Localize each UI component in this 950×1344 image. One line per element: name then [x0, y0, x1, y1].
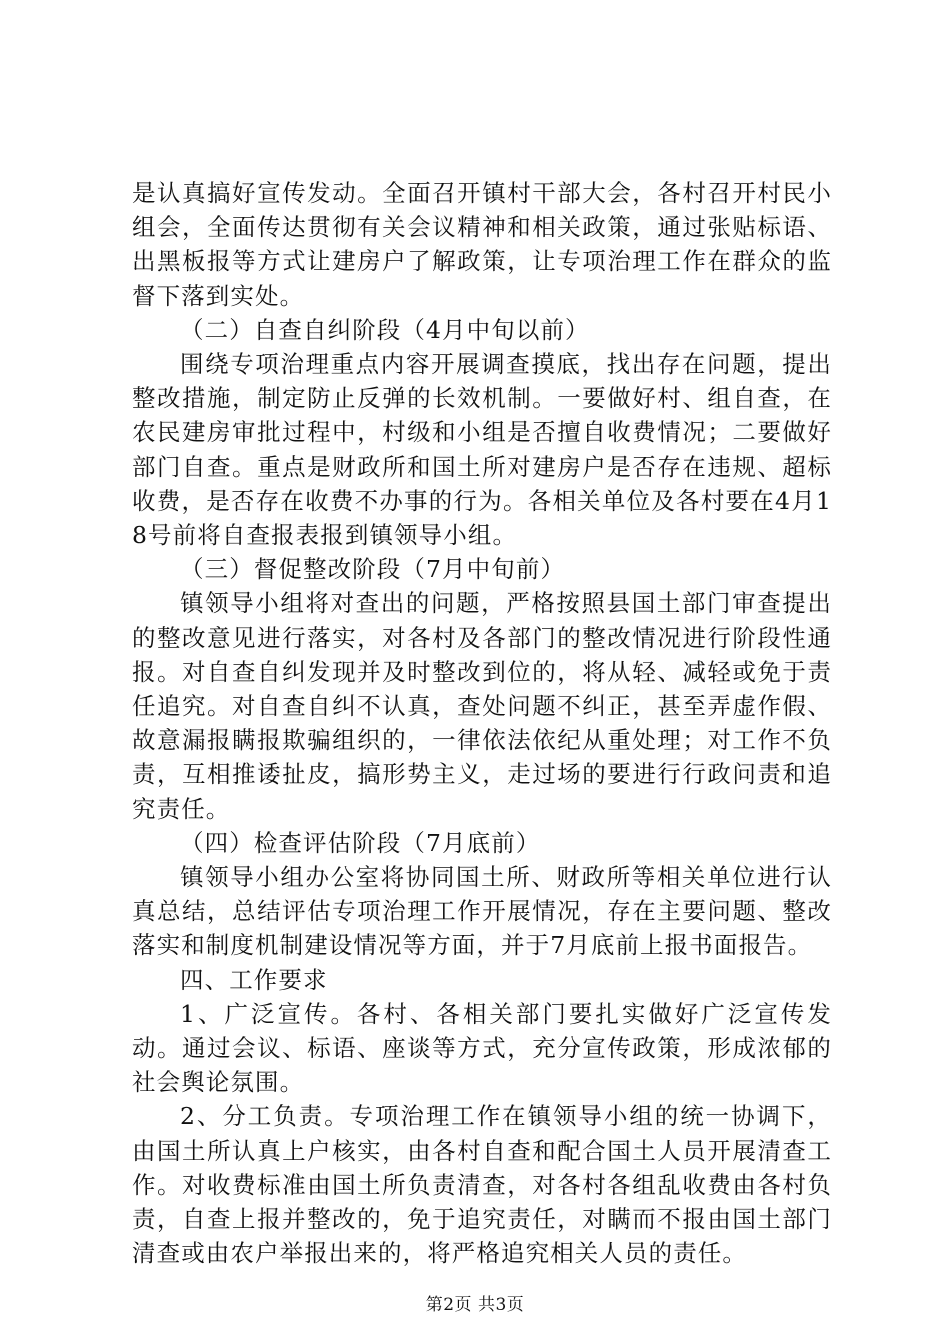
document-body: [132, 176, 832, 1271]
heading-evaluation-stage: （四）检查评估阶段（7月底前）: [180, 828, 541, 857]
paragraph-requirement-publicity: 1、广泛宣传。各村、各相关部门要扎实做好广泛宣传发动。通过会议、标语、座谈等方式，充分宣传政策，形成浓郁的社会舆论氛围。: [132, 999, 832, 1097]
heading-self-inspection-stage: （二）自查自纠阶段（4月中旬以前）: [180, 315, 590, 344]
page-number-footer: 第2页 共3页: [425, 1295, 525, 1315]
heading-rectification-stage: （三）督促整改阶段（7月中旬前）: [180, 555, 566, 584]
heading-work-requirements: 四、工作要求: [180, 965, 328, 994]
paragraph-self-inspection: 围绕专项治理重点内容开展调查摸底，找出存在问题，提出整改措施，制定防止反弹的长效机制。一要做好村、组自查，在农民建房审批过程中，村级和小组是否擅自收费情况；二要做好部门自查。重点是财政所和国土所对建房户是否存在违规、超标收费，是否存在收费不办事的行为。各相关单位及各村要在4月18号前将自查报表报到镇领导小组。: [132, 350, 832, 550]
paragraph-rectification: 镇领导小组将对查出的问题，严格按照县国土部门审查提出的整改意见进行落实，对各村及各部门的整改情况进行阶段性通报。对自查自纠发现并及时整改到位的，将从轻、减轻或免于责任追究。对自查自纠不认真，查处问题不纠正，甚至弄虚作假、故意漏报瞒报欺骗组织的，一律依法依纪从重处理；对工作不负责，互相推诿扯皮，搞形势主义，走过场的要进行行政问责和追究责任。: [132, 589, 832, 823]
paragraph-intro-continuation: 是认真搞好宣传发动。全面召开镇村干部大会，各村召开村民小组会，全面传达贯彻有关会议精神和相关政策，通过张贴标语、出黑板报等方式让建房户了解政策，让专项治理工作在群众的监督下落到实处。: [132, 179, 832, 310]
paragraph-evaluation: 镇领导小组办公室将协同国土所、财政所等相关单位进行认真总结，总结评估专项治理工作开展情况，存在主要问题、整改落实和制度机制建设情况等方面，并于7月底前上报书面报告。: [132, 863, 832, 960]
paragraph-requirement-division: 2、分工负责。专项治理工作在镇领导小组的统一协调下，由国土所认真上户核实，由各村自查和配合国土人员开展清查工作。对收费标准由国土所负责清查，对各村各组乱收费由各村负责，自查上报并整改的，免于追究责任，对瞒而不报由国土部门清查或由农户举报出来的，将严格追究相关人员的责任。: [132, 1102, 832, 1268]
